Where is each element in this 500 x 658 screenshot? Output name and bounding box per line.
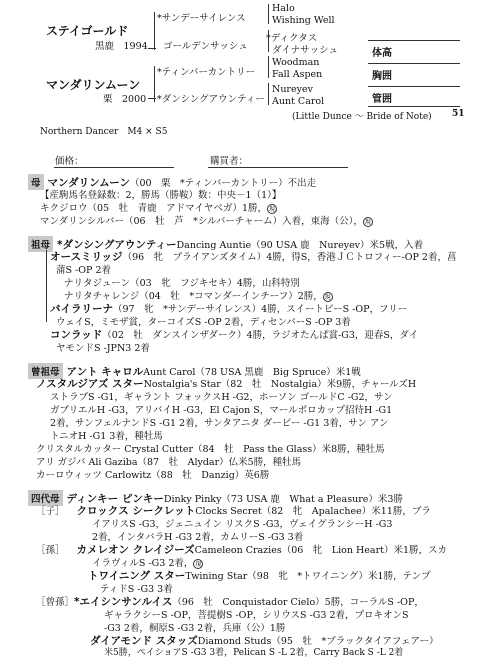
granddam-child-3-cont: ヤモンドS -JPN3 2着 [56, 343, 150, 354]
dam-info: 栗 2000 [103, 94, 147, 105]
sire-name: ステイゴールド [46, 24, 129, 38]
dam-tag: 母 [28, 174, 44, 190]
granddam-child-2-cont: ウェイS，ミモザ賞，ターコイズS -OP 2着，ディセンバーS -OP 3着 [56, 317, 351, 328]
page-number: 51 [452, 109, 465, 119]
greatgranddam-child-4: カーロウィッツ Carlowitz（88 牡 Danzig）英6勝 [36, 470, 270, 481]
granddam-grandchild-2: ナリタチャレンジ（04 牡 *コマンダーインチーフ）2勝， 現 [64, 291, 331, 302]
price-label: 価格： [55, 156, 84, 167]
greatgranddam-child-1-c1: ストラブS -G1，ギャラント フォックスH -G2，ホーソン ゴールドC -G2，サン [50, 392, 393, 403]
fourthdam-grandchild-2: トワイニング スターTwining Star（98 牝 *トワイニング）米1勝，テンプ [88, 570, 431, 582]
greatgranddam-child-1: ノスタルジアズ スターNostalgia's Star（82 牡 Nostalgia）米9勝，チャールズH [36, 378, 417, 390]
height-box: 体高 [368, 40, 460, 58]
fourthdam-grandchild-1-cont: イラヴィルS -G3 2着， 現 [92, 558, 202, 569]
sire-dam: ゴールデンサッシュ [163, 41, 248, 52]
dam-line-2: キクジロウ（05 牡 青鹿 アドマイヤベガ）1勝， 現 [40, 203, 276, 214]
fourthdam-header: 四代母 ディンキー ピンキーDinky Pinky（73 USA 鹿 What a Pleasure）米3勝 [28, 490, 500, 506]
granddam-child-3: コンラッド（02 牡 ダンスインザダーク）4勝，ラジオたんぱ賞-G3，迎春S，ダイ [50, 329, 419, 341]
fourthdam-ggc-2-cont: 米5勝，ペイショアS -G3 3着，Pelican S -L 2着，Carry Back S -L 2着 [104, 648, 404, 658]
sire-sire: *サンデーサイレンス [157, 13, 246, 24]
fourthdam-grandchild-1: ［孫］ カメレオン クレイジーズCameleon Crazies（06 牝 Lion Heart）米1勝，スカ [36, 544, 447, 556]
pedigree-note: (Little Dunce 〜 Bride of Note) [292, 112, 432, 122]
dam-name: マンダリンムーン [46, 78, 141, 92]
dd-dam: Aunt Carol [272, 96, 325, 107]
granddam-child-2: バイラリーナ（97 牝 *サンデーサイレンス）4勝，スイートピーS -OP，フリー [50, 303, 408, 315]
dam-sire: *ティンバーカントリー [157, 67, 256, 78]
greatgranddam-child-1-c2: ガブリエルH -G3，アリバイH -G3，El Cajon S，マールボロカップ招待H -G1 [50, 405, 393, 416]
inbreeding: Northern Dancer M4 × S5 [40, 127, 168, 137]
greatgranddam-child-2: クリスタルカッター Crystal Cutter（84 牡 Pass the Glass）米8勝，種牡馬 [36, 444, 385, 455]
fourthdam-ggc-1: ［曾孫］*エイシンサンルイス（96 牡 Conquistador Cielo）5勝，コーラルS -OP， [36, 596, 424, 608]
dam-line-1: 【産駒馬名登録数：2，勝馬（勝鞍）数：中央－1（1）】 [40, 190, 282, 201]
dam-header: 母 マンダリンムーン（00 栗 *ティンバーカントリー）不出走 [28, 174, 500, 190]
buyer-label: 購買者： [210, 156, 249, 167]
fourthdam-child-c2: 2着，インタバラH -G3 2着，カムリーS -G3 3着 [92, 532, 304, 543]
greatgranddam-child-1-c4: トニオH -G1 3着，種牡馬 [50, 431, 163, 442]
chest-box: 胸囲 [368, 63, 460, 81]
dam-line-3: マンダリンシルバー（06 牡 芦 *シルバーチャーム）入着，東海（公）， 現 [40, 216, 371, 227]
fourthdam-ggc-2: ダイアモンド スタッズDiamond Studs（95 牡 *ブラックタイアフェアー） [90, 635, 439, 647]
granddam-header: 祖母 *ダンシングアウンティーDancing Auntie（90 USA 鹿 Nureyev）米5戦，入着 [28, 236, 500, 252]
granddam-grandchild-1: ナリタジューン（03 牝 フジキセキ）4勝，山科特別 [64, 278, 300, 289]
fourthdam-ggc-1-c1: ギャラクシーS -OP，菩提樹S -OP，シリウスS -G3 2着，プロキオンS [104, 610, 409, 621]
cannon-box: 管囲 [368, 86, 460, 104]
fourthdam-grandchild-2-cont: ティドS -G3 3着 [100, 584, 173, 595]
fourthdam-child-c1: イアリスS -G3，ジェニュイン リスクS -G3，ヴェイグランシーH -G3 [92, 519, 393, 530]
ds-sire: Woodman [272, 57, 320, 68]
ss-dam: Wishing Well [272, 15, 335, 26]
dam-dam: *ダンシングアウンティー [157, 94, 265, 105]
fourthdam-child: ［子］ クロックス シークレットClocks Secret（82 牝 Apalachee）米11勝，ブラ [36, 505, 431, 517]
sd-sire: *ディクタス [266, 33, 318, 44]
sire-info: 黒鹿 1994 [95, 41, 148, 52]
current-mark-icon: 現 [364, 218, 371, 226]
fourthdam-ggc-1-c2: -G3 2着，桐原S -G3 2着，兵庫（公）1勝 [104, 623, 286, 634]
greatgranddam-header: 曾祖母 アント キャロルAunt Carol（78 USA 黒鹿 Big Spruce）米1戦 [28, 363, 500, 379]
ss-sire: Halo [272, 3, 295, 14]
sd-dam: ダイナサッシュ [272, 45, 338, 56]
current-mark-icon: 現 [324, 293, 331, 301]
granddam-child-1-cont: 蒲S -OP 2着 [56, 265, 111, 276]
current-mark-icon: 現 [195, 560, 202, 568]
granddam-child-1: オースミリッジ（96 牝 ブライアンズタイム）4勝，得S，香港ＪＣトロフィー-OP 2着，菖 [50, 251, 457, 263]
greatgranddam-child-3: アリ ガジバ Ali Gaziba（87 牡 Alydar）仏米5勝，種牡馬 [36, 457, 302, 468]
dd-sire: Nureyev [272, 84, 313, 95]
current-mark-icon: 現 [269, 205, 276, 213]
ds-dam: Fall Aspen [272, 69, 323, 80]
greatgranddam-child-1-c3: 2着，サンフェルナンドS -G1 2着，サンタアニタ ダービー -G1 3着，サン アン [50, 418, 389, 429]
